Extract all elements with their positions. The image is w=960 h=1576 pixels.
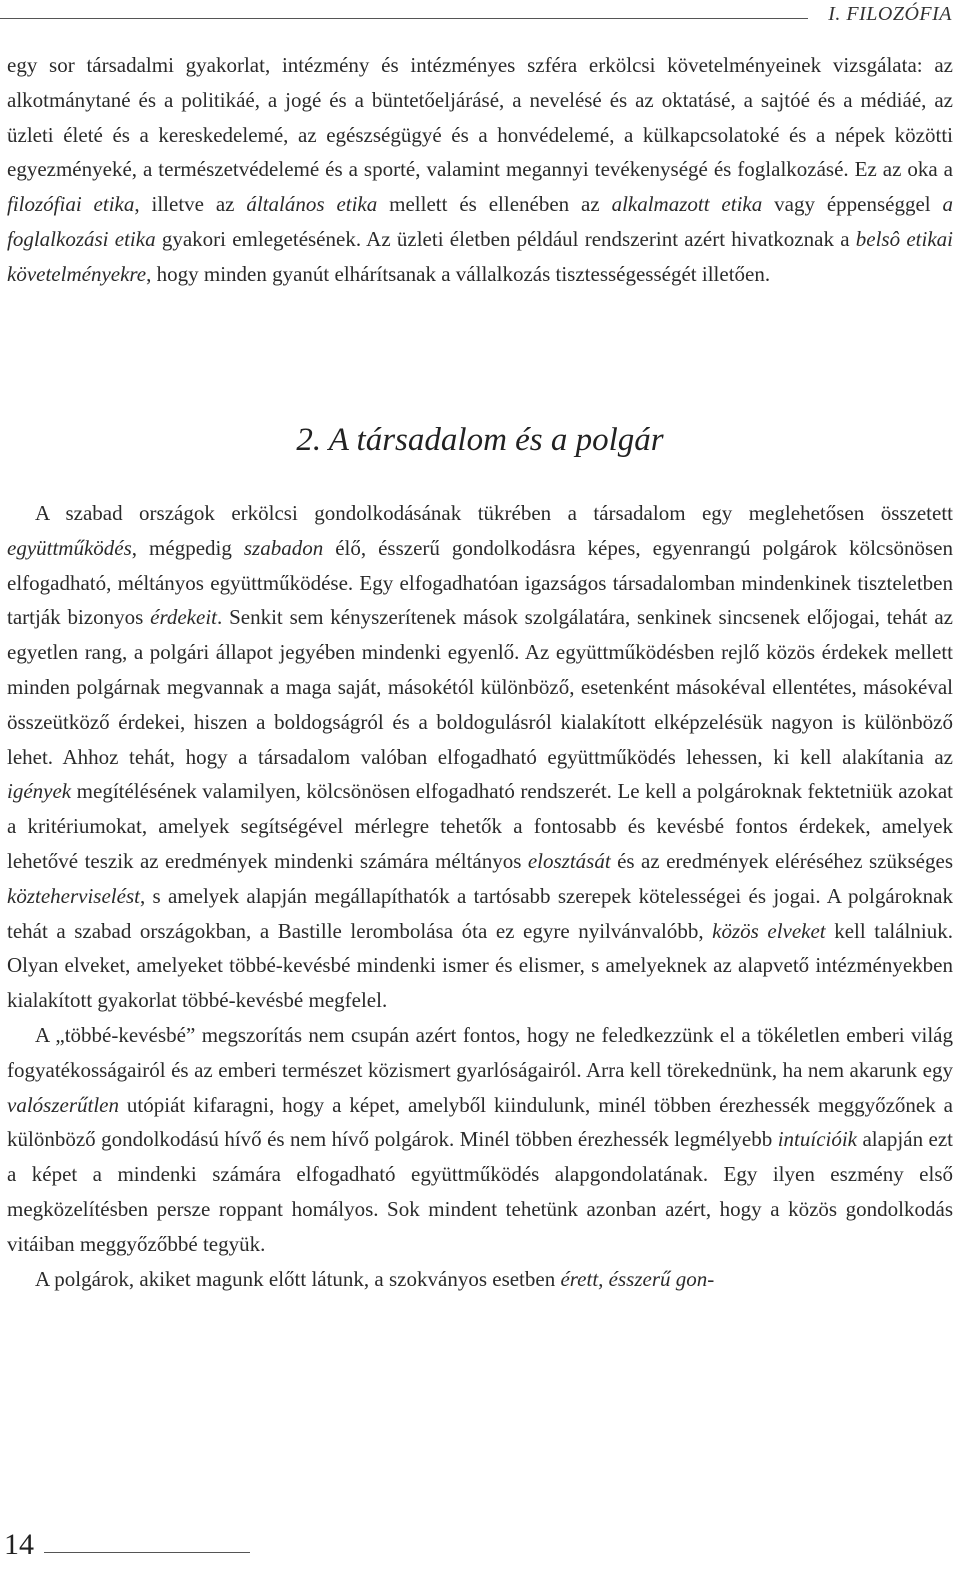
text-run: egy sor társadalmi gyakorlat, intézmény és intézményes szféra erkölcsi követelményeinek vizsgálata: az alkotmánytané és a politikáé, a jogé és a büntetőeljárásé, a nevelésé és az oktatásé, a sajtóé és a médiáé, az üzleti életé és a kereskedelemé, az egészségügyé és a honvédelemé, a külkapcsolatoké és a népek közötti egyezményeké, a természetvédelemé és a sporté, valamint megannyi tevékenységé és foglalkozásé. Ez az oka a — [7, 53, 953, 182]
text-run: alapján ezt a képet a mindenki számára elfogadható együttműködés alapgondolatának. Egy ilyen eszmény első megközelítésben persze roppant homályos. Sok mindent tehetünk azonban azért, hogy a közös gondolkodás vitáiban meggyőzőbbé tegyük. — [7, 1127, 953, 1256]
text-run: vagy éppenséggel — [762, 192, 943, 217]
emphasis: érett, ésszerű gon- — [560, 1266, 715, 1291]
text-run: mellett és ellenében az — [377, 192, 612, 217]
emphasis: általános etika — [246, 192, 378, 217]
emphasis: közös elveket — [712, 918, 826, 943]
emphasis: valószerűtlen — [7, 1092, 119, 1117]
footer-rule — [44, 1552, 250, 1553]
text-run: , hogy minden gyanút elhárítsanak a vállalkozás tisztességességét illetően. — [146, 261, 771, 286]
emphasis: a foglalkozási etika — [7, 192, 953, 251]
running-header — [0, 0, 960, 36]
text-run: gyakori emlegetésének. Az üzleti életben például rendszerint azért hivatkoznak a — [155, 226, 856, 251]
text-run: és az eredmények eléréséhez szükséges — [610, 848, 953, 873]
emphasis: szabadon — [243, 535, 324, 560]
emphasis: közteherviselést — [7, 883, 140, 908]
running-title: I. FILOZÓFIA — [828, 3, 952, 25]
text-run: , illetve az — [134, 192, 247, 217]
section-title: 2. A társadalom és a polgár — [296, 422, 664, 458]
emphasis: elosztását — [527, 848, 611, 873]
text-run: A polgárok, akiket magunk előtt látunk, a szokványos esetben — [35, 1266, 561, 1291]
text-run: A szabad országok erkölcsi gondolkodásának tükrében a társadalom egy meglehetősen összetett — [35, 501, 953, 525]
text-run: A „többé-kevésbé” megszorítás nem csupán azért fontos, hogy ne feledkezzünk el a tökéletlen emberi világ fogyatékosságairól és az emberi természet közismert gyarlóságairól. Arra kell törekednünk, ha nem akarunk egy — [7, 1022, 953, 1082]
paragraph-3 — [7, 1262, 953, 1297]
text-run: kell találniuk. Olyan elveket, amelyeket többé-kevésbé mindenki ismer és elismer, s amelyeknek az alapvető intézményekben kialakított gyakorlat többé-kevésbé megfelel. — [7, 918, 953, 1013]
paragraph-1 — [7, 496, 953, 1018]
section-body — [7, 496, 953, 1296]
header-rule — [0, 18, 808, 19]
text-run: élő, ésszerű gondolkodásra képes, egyenrangú polgárok kölcsönösen elfogadható, méltányos együttműködése. Egy elfogadhatóan igazságos társadalomban mindenkinek tiszteletben tartják bizonyos — [7, 535, 953, 630]
intro-text — [7, 48, 953, 292]
emphasis: érdekeit — [150, 605, 217, 630]
paragraph-2 — [7, 1018, 953, 1262]
text-run: utópiát kifaragni, hogy a képet, amelyből kiindulunk, minél többen érezhessék meggyőzőnek a különböző gondolkodású hívő és nem hívő polgárok. Minél többen érezhessék legmélyebb — [7, 1092, 953, 1152]
text-run: , mégpedig — [131, 535, 244, 560]
emphasis: belsô etikai követelményekre — [7, 226, 953, 286]
emphasis: együttműködés — [7, 535, 132, 560]
emphasis: igények — [7, 779, 72, 804]
text-run: megítélésének valamilyen, kölcsönösen elfogadható rendszerét. Le kell a polgároknak fektetniük azokat a kritériumokat, amelyek segítségével mérlegre tehetők a fontosabb és kevésbé fontos érdekek, amelyek lehetővé teszik az eredmények mindenki számára méltányos — [7, 779, 953, 873]
emphasis: intuícióik — [777, 1127, 858, 1152]
emphasis: alkalmazott etika — [611, 192, 763, 217]
page-number: 14 — [4, 1528, 34, 1561]
text-run: , s amelyek alapján megállapíthatók a tartósabb szerepek kötelességei és jogai. A polgároknak tehát a szabad országokban, a Bastille lerombolása óta ez egyre nyilvánvalóbb, — [7, 883, 953, 943]
text-run: . Senkit sem kényszerítenek mások szolgálatára, senkinek sincsenek előjogai, tehát az egyetlen rang, a polgári állapot jegyében mindenki egyenlő. Az együttműködésben rejlő közös érdekek mellett minden polgárnak megvannak a maga saját, másokétól különböző, esetenként másokéval ellentétes, másokéval összeütköző érdekei, hiszen a boldogságról és a boldogulásról kialakított elképzelésük nagyon is különböző lehet. Ahhoz tehát, hogy a társadalom valóban elfogadható együttműködés lehessen, ki kell alakítania az — [7, 605, 953, 769]
intro-paragraph — [7, 48, 953, 292]
emphasis: filozófiai etika — [7, 192, 135, 217]
